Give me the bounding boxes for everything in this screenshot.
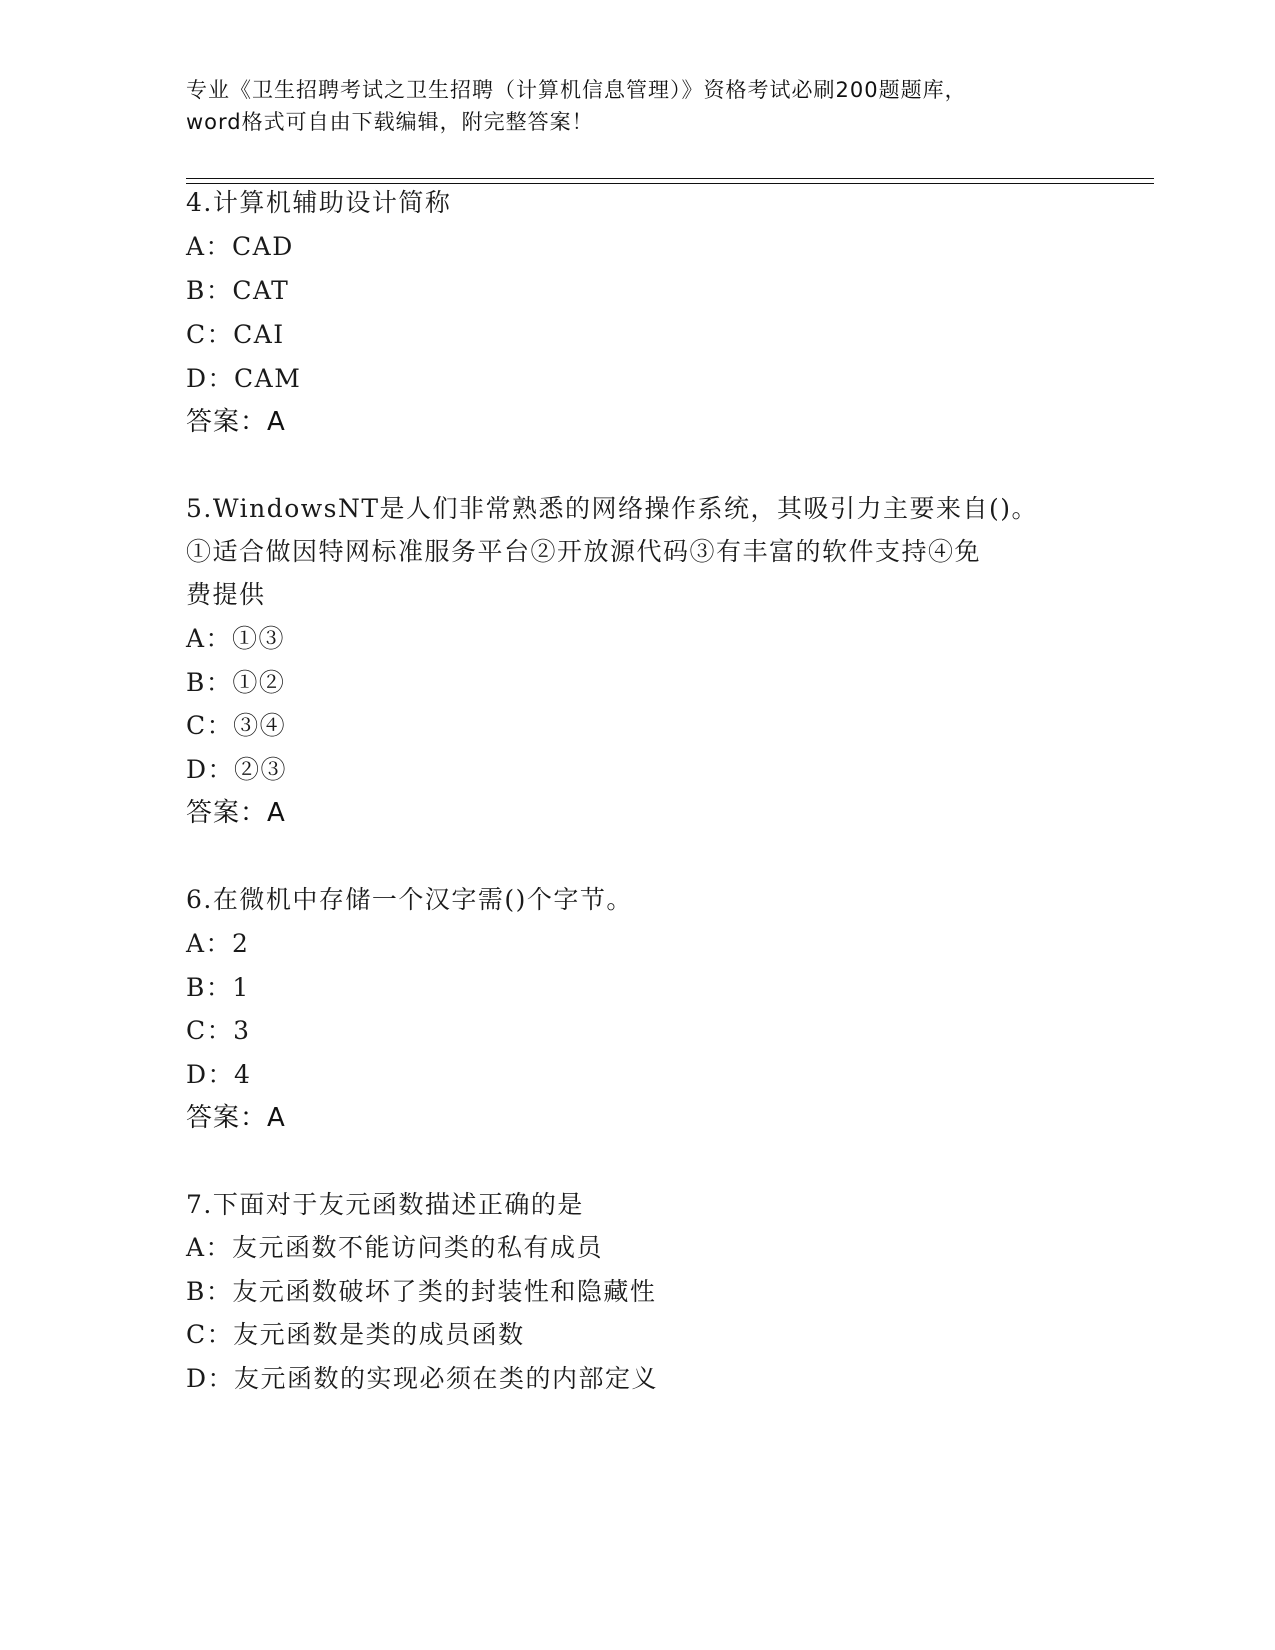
option-d: D：友元函数的实现必须在类的内部定义 (186, 1364, 659, 1393)
option-d: D：4 (186, 1060, 252, 1089)
option-b: B：①② (186, 668, 286, 697)
option-c: C：友元函数是类的成员函数 (186, 1320, 525, 1349)
question-stem: 6.在微机中存储一个汉字需()个字节。 (186, 885, 633, 914)
answer: 答案：A (186, 798, 286, 828)
answer: 答案：A (186, 407, 286, 437)
question-stem: 7.下面对于友元函数描述正确的是 (186, 1190, 584, 1219)
document-header (186, 74, 1086, 138)
option-c: C：CAI (186, 320, 285, 349)
option-b: B：1 (186, 973, 250, 1002)
answer: 答案：A (186, 1103, 286, 1133)
header-line-2: word格式可自由下载编辑，附完整答案！ (186, 110, 594, 134)
question-stem: 费提供 (186, 580, 266, 609)
question-stem: 4.计算机辅助设计简称 (186, 188, 452, 217)
question-stem: ①适合做因特网标准服务平台②开放源代码③有丰富的软件支持④免 (186, 537, 982, 566)
option-d: D：CAM (186, 364, 302, 393)
option-a: A：2 (186, 929, 250, 958)
header-divider (186, 178, 1154, 184)
option-d: D：②③ (186, 755, 288, 784)
option-b: B：CAT (186, 276, 290, 305)
option-a: A：CAD (186, 232, 294, 261)
option-c: C：3 (186, 1016, 251, 1045)
option-c: C：③④ (186, 711, 287, 740)
option-b: B：友元函数破坏了类的封装性和隐藏性 (186, 1277, 657, 1306)
option-a: A：①③ (186, 624, 286, 653)
header-line-1: 专业《卫生招聘考试之卫生招聘（计算机信息管理）》资格考试必刷200题题库， (186, 78, 967, 102)
option-a: A：友元函数不能访问类的私有成员 (186, 1233, 604, 1262)
question-stem: 5.WindowsNT是人们非常熟悉的网络操作系统，其吸引力主要来自()。 (186, 494, 1039, 523)
